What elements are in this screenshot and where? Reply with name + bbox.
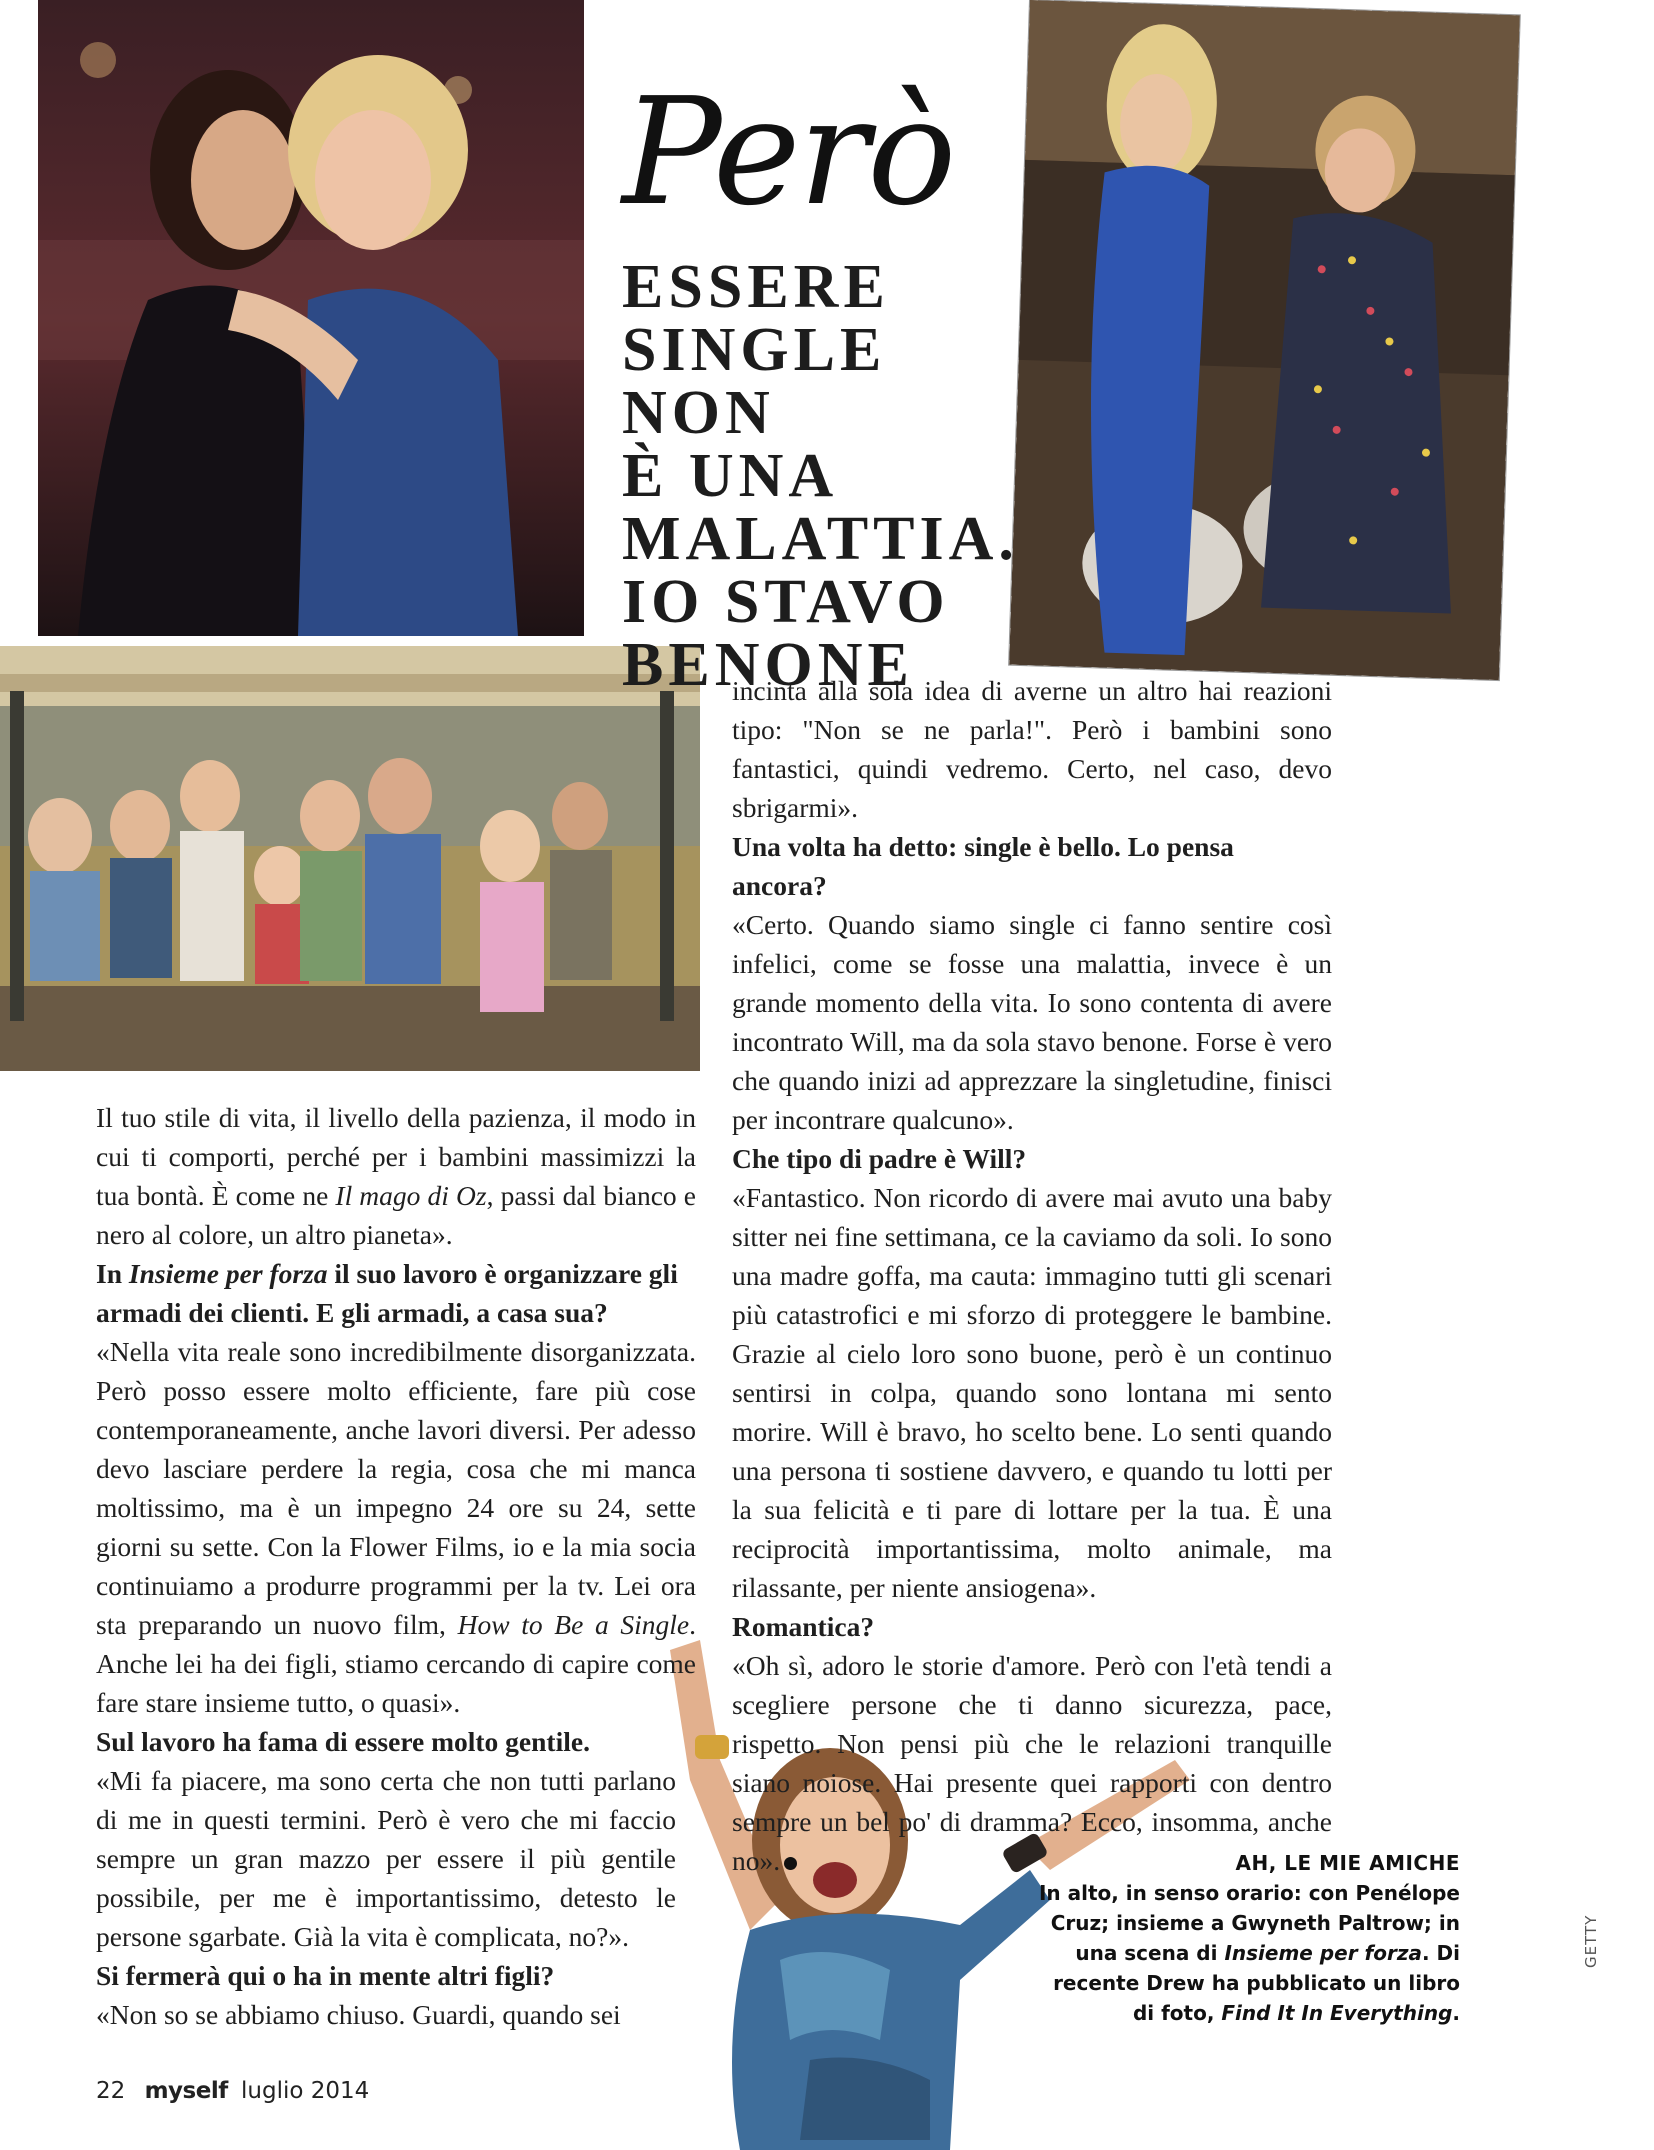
article-left-column	[96, 1098, 696, 2034]
headline-line: ESSERE	[622, 253, 890, 321]
answer-paragraph: incinta alla sola idea di averne un altro hai reazioni tipo: "Non se ne parla!". Però i bambini sono fantastici, quindi vedremo. Certo, nel caso, devo sbrigarmi».	[732, 675, 1332, 823]
headline-line: BENONE	[622, 631, 914, 699]
answer-paragraph: «Nella vita reale sono incredibilmente disorganizzata. Però posso essere molto efficiente, fare più cose contemporaneamente, anche lavori diversi. Per adesso devo lasciare perdere la regia, cosa che mi manca moltissimo, ma è un impegno 24 ore su 24, sette giorni su sette. Con la Flower Films, io e la mia socia continuiamo a produrre programmi per la tv. Lei ora sta preparando un nuovo film, How to Be a Single. Anche lei ha dei figli, stiamo cercando di capire come fare stare insieme tutto, o quasi».	[96, 1336, 696, 1718]
headline-title: Però	[622, 66, 955, 238]
end-mark-icon	[784, 1857, 797, 1870]
answer-paragraph: «Non so se abbiamo chiuso. Guardi, quando sei	[96, 1999, 621, 2030]
photo-credit: GETTY	[1582, 1914, 1600, 1968]
answer-paragraph: «Oh sì, adoro le storie d'amore. Però con l'età tendi a scegliere persone che ti danno sicurezza, pace, rispetto. Non pensi più che le relazioni tranquille siano noiose. Hai presente quei rapporti con dentro sempre un bel po' di dramma? Ecco, insomma, anche no».	[732, 1650, 1332, 1876]
question: Che tipo di padre è Will?	[732, 1143, 1027, 1174]
question: Sul lavoro ha fama di essere molto gentile.	[96, 1726, 590, 1757]
caption-text: In alto, in senso orario: con Penélope Cruz; insieme a Gwyneth Paltrow; in una scena di Insieme per forza. Di recente Drew ha pubblicato un libro di foto, Find It In Everything.	[1038, 1881, 1460, 2025]
headline-line: MALATTIA.	[622, 505, 1019, 573]
question: In Insieme per forza il suo lavoro è organizzare gli armadi dei clienti. E gli armadi, a casa sua?	[96, 1258, 678, 1328]
photo-paltrow-barrymore	[1009, 0, 1520, 680]
headline-line: È UNA	[622, 442, 839, 510]
issue-date: luglio 2014	[241, 2078, 370, 2104]
page-footer	[96, 2078, 369, 2104]
headline-subtitle	[622, 253, 1042, 699]
answer-paragraph: «Mi fa piacere, ma sono certa che non tutti parlano di me in questi termini. Però è vero che mi faccio sempre un gran mazzo per essere il più gentile possibile, per me è importantissimo, detesto le persone sgarbate. Già la vita è complicata, no?».	[96, 1765, 676, 1952]
magazine-name: myself	[144, 2078, 228, 2104]
question: Una volta ha detto: single è bello. Lo pensa ancora?	[732, 831, 1234, 901]
caption-title: AH, LE MIE AMICHE	[1235, 1851, 1460, 1875]
answer-paragraph: «Fantastico. Non ricordo di avere mai avuto una baby sitter nei fine settimana, ce la caviamo da soli. Io sono una madre goffa, ma cauta: immagino tutti gli scenari più catastrofici e mi sforzo di proteggere le bambine. Grazie al cielo loro sono buone, però è un continuo sentirsi in colpa, quando sono lontana mi sento morire. Will è bravo, ho scelto bene. Lo senti quando una persona ti sostiene davvero, e quando tu lotti per la sua felicità e ti pare di lottare per la tua. È una reciprocità importantissima, molto animale, ma rilassante, per niente ansiogena».	[732, 1182, 1332, 1603]
headline-line: SINGLE NON	[622, 316, 887, 447]
question: Si fermerà qui o ha in mente altri figli?	[96, 1960, 555, 1991]
question: Romantica?	[732, 1611, 875, 1642]
page-number: 22	[96, 2078, 126, 2104]
answer-paragraph: Il tuo stile di vita, il livello della pazienza, il modo in cui ti comporti, perché per i bambini massimizzi la tua bontà. È come ne Il mago di Oz, passi dal bianco e nero al colore, un altro pianeta».	[96, 1102, 696, 1250]
headline-line: IO STAVO	[622, 568, 950, 636]
photo-caption	[1030, 1848, 1460, 2028]
photo-cruz-barrymore	[38, 0, 584, 636]
answer-paragraph: «Certo. Quando siamo single ci fanno sentire così infelici, come se fosse una malattia, invece è un grande momento della vita. Io sono contenta di avere incontrato Will, ma da sola stavo benone. Forse è vero che quando inizi ad apprezzare la singletudine, finisci per incontrare qualcuno».	[732, 909, 1332, 1135]
article-right-column	[732, 671, 1332, 1880]
photo-insieme-per-forza	[0, 646, 700, 1071]
